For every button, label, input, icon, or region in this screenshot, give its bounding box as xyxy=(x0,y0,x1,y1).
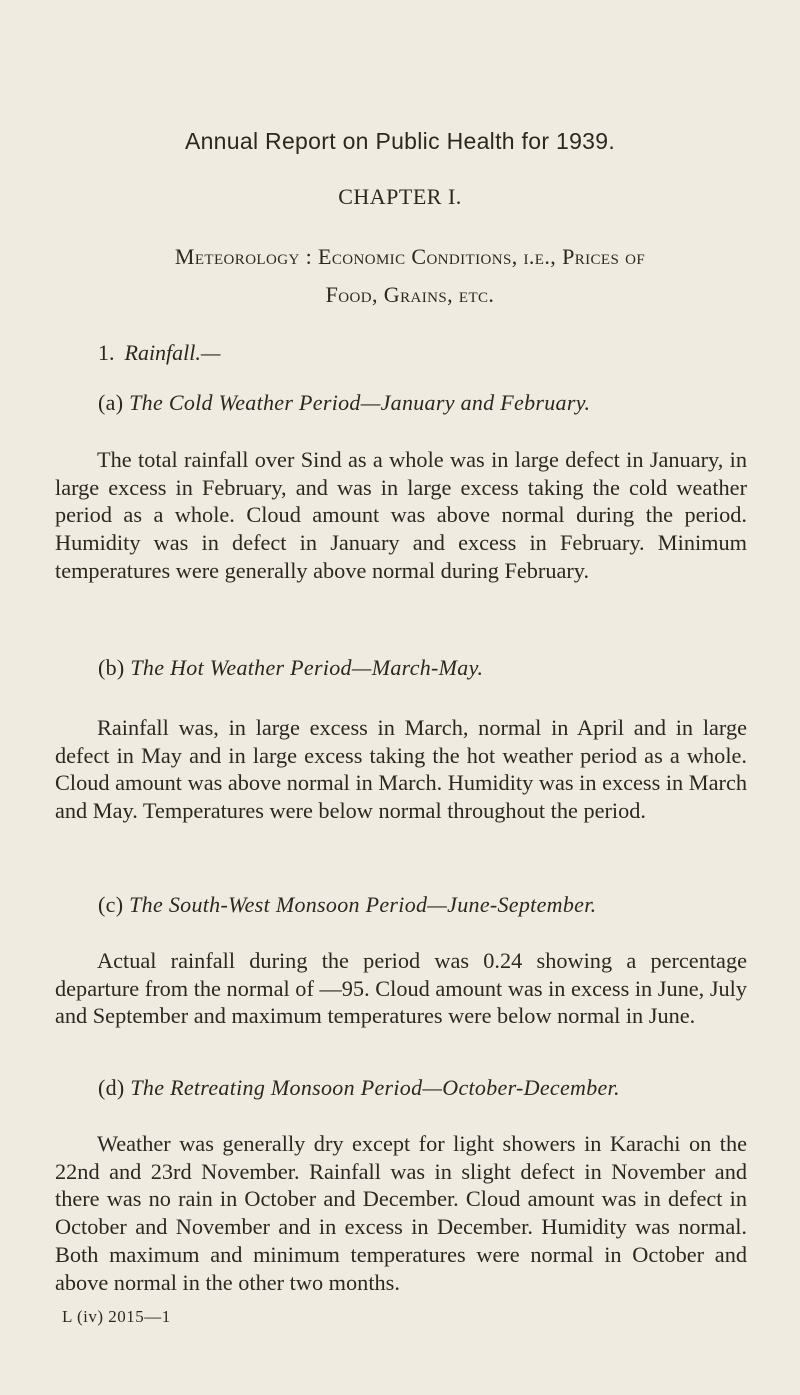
period-heading-c xyxy=(98,892,596,918)
period-heading-a xyxy=(98,390,590,416)
chapter-topic-line-2: Food, Grains, etc. xyxy=(325,282,495,307)
period-paragraph-c: Actual rainfall during the period was 0.24 showing a percentage departure from the normal of —95. Cloud amount was in excess in June, July and September and maximum temperatures were below normal in June. xyxy=(55,948,747,1029)
chapter-topic-line-1: Meteorology : Economic Conditions, i.e., Prices of xyxy=(174,244,646,269)
period-heading-d xyxy=(98,1075,620,1101)
period-title: The Retreating Monsoon Period—October-December. xyxy=(130,1075,620,1100)
period-label: (a) xyxy=(98,390,124,415)
period-label: (d) xyxy=(98,1075,125,1100)
period-paragraph-a: The total rainfall over Sind as a whole was in large defect in January, in large excess in February, and was in large excess taking the cold weather period as a whole. Cloud amount was above normal during the period. Humidity was in defect in January and excess in February. Minimum temperatures were generally above normal during February. xyxy=(55,447,747,583)
section-heading xyxy=(98,340,220,366)
period-paragraph-b: Rainfall was, in large excess in March, normal in April and in large defect in May and in large excess taking the hot weather period as a whole. Cloud amount was above normal in March. Humidity was in excess in March and May. Temperatures were below normal throughout the period. xyxy=(55,715,747,824)
period-title: The Cold Weather Period—January and February. xyxy=(129,390,591,415)
report-header: Annual Report on Public Health for 1939. xyxy=(184,128,616,154)
section-number: 1. xyxy=(98,340,115,365)
period-title: The South-West Monsoon Period—June-September. xyxy=(129,892,597,917)
print-reference: L (iv) 2015—1 xyxy=(62,1307,171,1326)
period-label: (b) xyxy=(98,655,125,680)
period-paragraph-d: Weather was generally dry except for light showers in Karachi on the 22nd and 23rd November. Rainfall was in slight defect in November and there was no rain in October and December. Cloud amount was in defect in October and November and in excess in December. Humidity was normal. Both maximum and minimum temperatures were normal in October and above normal in the other two months. xyxy=(55,1131,747,1295)
period-heading-b xyxy=(98,655,483,681)
section-title: Rainfall.— xyxy=(124,340,221,365)
chapter-heading: CHAPTER I. xyxy=(338,184,462,209)
chapter-topic xyxy=(60,238,760,314)
period-label: (c) xyxy=(98,892,124,917)
period-title: The Hot Weather Period—March-May. xyxy=(130,655,484,680)
